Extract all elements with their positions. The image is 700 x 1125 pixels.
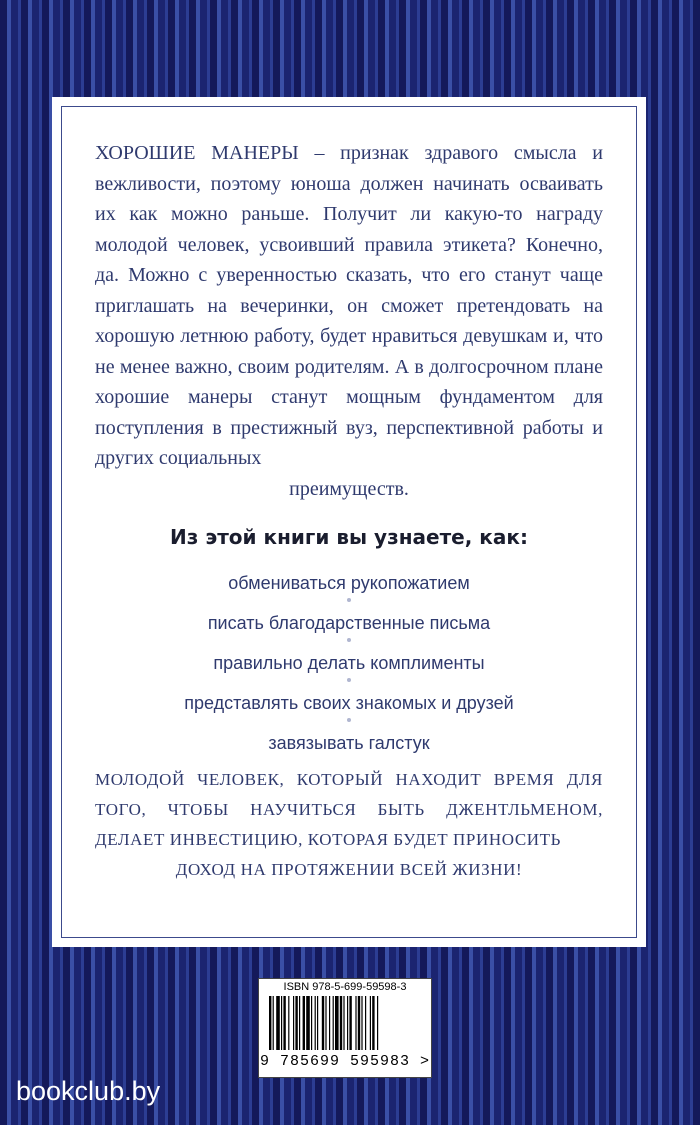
- learn-list: [55, 570, 643, 770]
- closing-paragraph: [95, 765, 603, 885]
- closing-last-line: ДОХОД НА ПРОТЯЖЕНИИ ВСЕЙ ЖИЗНИ!: [175, 860, 523, 879]
- bullet-dot-icon: [347, 598, 351, 602]
- intro-body: – признак здравого смысла и вежливости, поэтому юноша должен начинать осваивать их как можно раньше. Получит ли какую-то награду молодой человек, усвоивший правила этикета? Конечно, да. Можно с уверенностью сказать, что его станут чаще приглашать на вечеринки, он сможет претендовать на хорошую летнюю работу, будет нравиться девушкам и, что не менее важно, своим родителям. А в долгосрочном плане хорошие манеры станут мощным фундаментом для поступления в престижный вуз, перспективной работы и других социальных: [95, 142, 603, 469]
- list-item: завязывать галстук: [268, 733, 430, 753]
- list-item: обмениваться рукопожатием: [55, 570, 643, 610]
- intro-lead: ХОРОШИЕ МАНЕРЫ: [95, 142, 299, 164]
- barcode-box: [258, 978, 432, 1078]
- bullet-dot-icon: [347, 718, 351, 722]
- list-item: писать благодарственные письма: [55, 610, 643, 650]
- site-watermark: bookclub.by: [16, 1076, 161, 1106]
- list-item: представлять своих знакомых и друзей: [55, 690, 643, 730]
- bullet-dot-icon: [347, 638, 351, 642]
- barcode-digits: 9 785699 595983 >: [259, 1053, 431, 1070]
- closing-body: МОЛОДОЙ ЧЕЛОВЕК, КОТОРЫЙ НАХОДИТ ВРЕМЯ ДЛЯ ТОГО, ЧТОБЫ НАУЧИТЬСЯ БЫТЬ ДЖЕНТЛЬМЕНОМ, ДЕЛАЕТ ИНВЕСТИЦИЮ, КОТОРАЯ БУДЕТ ПРИНОСИТЬ: [95, 770, 603, 849]
- learn-heading: Из этой книги вы узнаете, как:: [170, 525, 528, 549]
- intro-last-line: преимуществ.: [289, 477, 409, 500]
- isbn-text: ISBN 978-5-699-59598-3: [283, 981, 407, 993]
- back-cover-panel: [52, 97, 646, 947]
- intro-paragraph: [95, 138, 603, 504]
- bullet-dot-icon: [347, 678, 351, 682]
- barcode-bars-icon: [269, 996, 421, 1050]
- list-item: правильно делать комплименты: [55, 650, 643, 690]
